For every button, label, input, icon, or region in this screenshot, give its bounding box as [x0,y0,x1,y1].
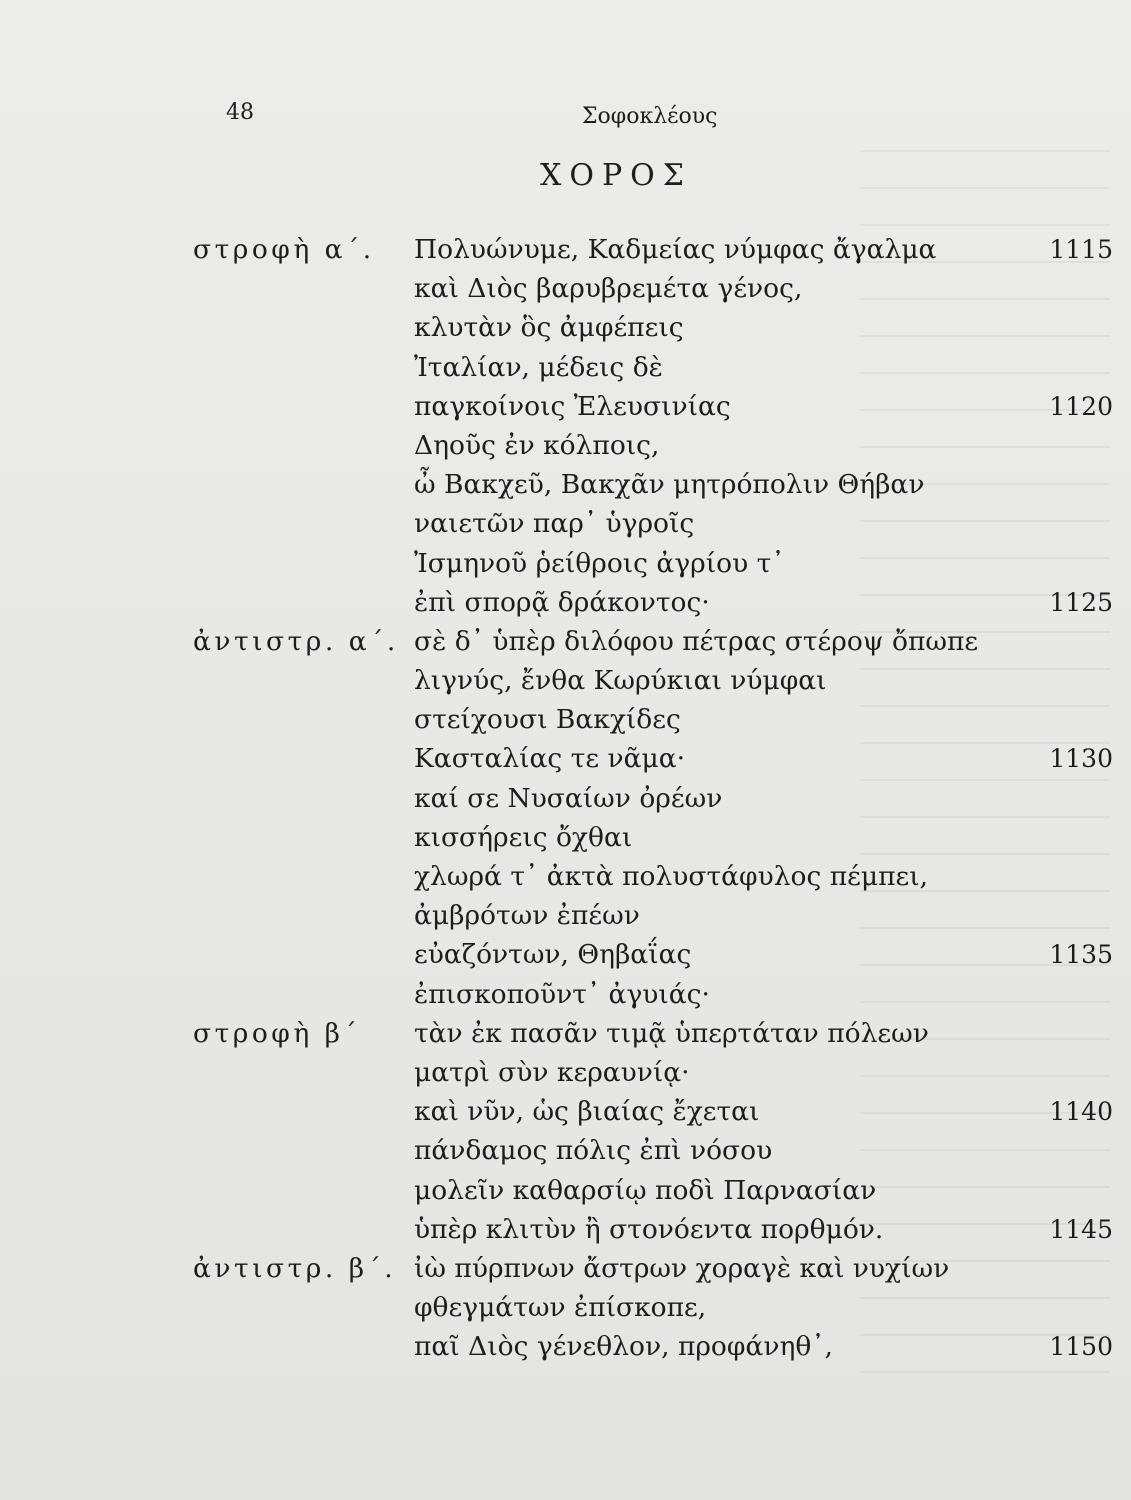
verse-line [0,935,1131,974]
verse-text: Ἰταλίαν, μέδεις δὲ [414,351,663,383]
verse-text: πάνδαμος πόλις ἐπὶ νόσου [414,1135,773,1167]
verse-text: παγκοίνοις Ἐλευσινίας [414,390,731,422]
verse-text: ἰὼ πύρπνων ἄστρων χοραγὲ καὶ νυχίων [414,1252,950,1284]
verse-line [0,583,1131,622]
verse-text: καί σε Νυσαίων ὀρέων [414,782,723,814]
verse-line [0,426,1131,465]
verse-line [0,857,1131,896]
page-header [0,100,1131,140]
verse-line [0,387,1131,426]
verse-text: φθεγμάτων ἐπίσκοπε, [414,1292,707,1324]
verse-text: ἀμβρότων ἐπέων [414,900,640,932]
verse-text: Ἰσμηνοῦ ῥείθροις ἀγρίου τ᾿ [414,547,785,579]
verse-line [0,348,1131,387]
verse-lines [0,230,1131,1366]
verse-text: κισσήρεις ὄχθαι [414,821,633,853]
verse-text: καὶ νῦν, ὡς βιαίας ἔχεται [414,1096,760,1128]
verse-text: σὲ δ᾿ ὑπὲρ διλόφου πέτρας στέροψ ὄπωπε [414,625,979,657]
verse-text: στείχουσι Βακχίδες [414,704,681,736]
line-number: 1140 [1049,1097,1113,1127]
verse-text: ναιετῶν παρ᾿ ὑγροῖς [414,508,695,540]
verse-text: παῖ Διὸς γένεθλον, προφάνηθ᾿, [414,1331,833,1363]
verse-line [0,622,1131,661]
line-number: 1120 [1049,391,1113,421]
verse-line [0,1249,1131,1288]
verse-line [0,1092,1131,1131]
running-head: Σοφοκλέους [582,104,718,129]
verse-text: ὑπὲρ κλιτὺν ἢ στονόεντα πορθμόν. [414,1213,884,1245]
verse-text: ματρὶ σὺν κεραυνίᾳ· [414,1056,690,1088]
verse-text: ὦ Βακχεῦ, Βακχᾶν μητρόπολιν Θήβαν [414,469,925,501]
verse-text: καὶ Διὸς βαρυβρεμέτα γένος, [414,273,803,305]
verse-line [0,1014,1131,1053]
verse-line [0,818,1131,857]
verse-line [0,544,1131,583]
verse-line [0,308,1131,347]
verse-line [0,661,1131,700]
verse-line [0,1210,1131,1249]
verse-text: χλωρά τ᾿ ἀκτὰ πολυστάφυλος πέμπει, [414,861,929,892]
verse-line [0,1171,1131,1210]
verse-line [0,230,1131,269]
verse-text: μολεῖν καθαρσίῳ ποδὶ Παρνασίαν [414,1174,877,1206]
verse-text: Δηοῦς ἐν κόλποις, [414,429,660,461]
stanza-label: ἀντιστρ. β΄. [193,1252,397,1284]
verse-text: Κασταλίας τε νᾶμα· [414,743,686,775]
verse-line [0,779,1131,818]
verse-text: λιγνύς, ἔνθα Κωρύκιαι νύμφαι [414,665,827,697]
stanza-label: στροφὴ α΄. [193,234,375,265]
verse-line [0,1053,1131,1092]
verse-line [0,1288,1131,1327]
verse-line [0,739,1131,778]
verse-text: εὐαζόντων, Θηβαΐας [414,939,692,971]
stanza-label: ἀντιστρ. α΄. [193,625,399,657]
verse-line [0,269,1131,308]
line-number: 1130 [1049,744,1113,774]
line-number: 1115 [1049,235,1113,264]
verse-line [0,1327,1131,1366]
verse-line [0,1131,1131,1170]
verse-line [0,896,1131,935]
line-number: 1125 [1049,587,1113,617]
verse-text: ἐπὶ σπορᾷ δράκοντος· [414,586,710,618]
page-number: 48 [226,100,254,125]
verse-text: ἐπισκοποῦντ᾿ ἀγυιάς· [414,978,710,1010]
verse-line [0,465,1131,504]
line-number: 1145 [1049,1214,1113,1244]
line-number: 1150 [1049,1332,1113,1362]
section-title: ΧΟΡΟΣ [540,158,692,193]
verse-text: τὰν ἐκ πασᾶν τιμᾷ ὑπερτάταν πόλεων [414,1017,929,1049]
verse-line [0,504,1131,543]
verse-line [0,975,1131,1014]
line-number: 1135 [1049,940,1113,970]
stanza-label: στροφὴ β΄ [193,1017,361,1049]
verse-text: κλυτὰν ὃς ἀμφέπεις [414,312,684,344]
verse-text: Πολυώνυμε, Καδμείας νύμφας ἄγαλμα [414,234,937,265]
verse-line [0,700,1131,739]
